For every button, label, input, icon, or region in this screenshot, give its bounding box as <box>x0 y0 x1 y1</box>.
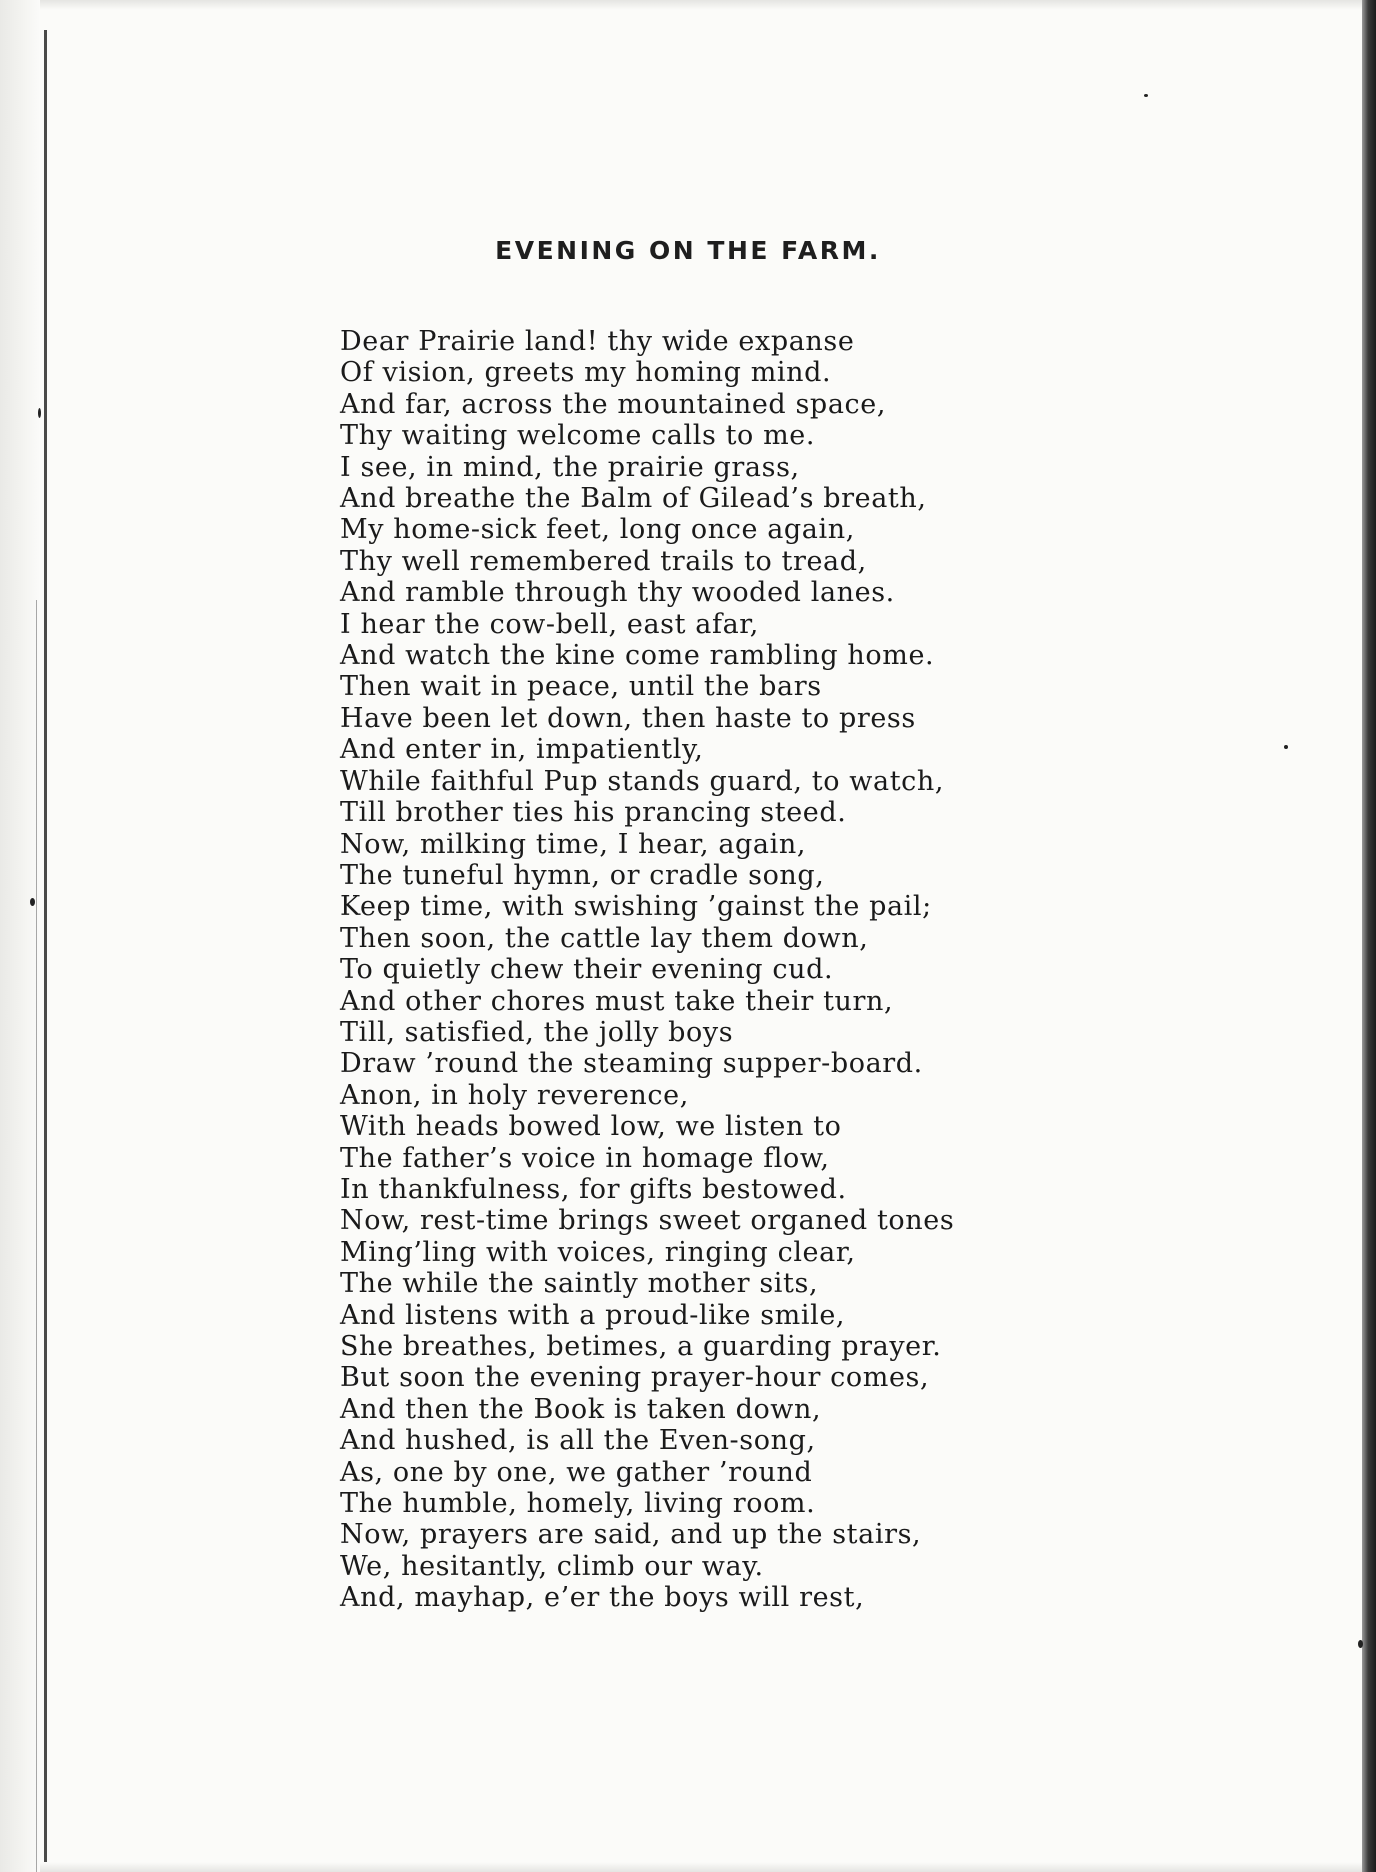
ink-speck <box>38 408 41 418</box>
poem-line: Ming’ling with voices, ringing clear, <box>340 1236 856 1268</box>
poem-line: The humble, homely, living room. <box>340 1488 816 1520</box>
poem-line: Now, rest-time brings sweet organed tones <box>340 1205 955 1237</box>
poem-line: The while the saintly mother sits, <box>340 1268 819 1300</box>
poem-line: Till, satisfied, the jolly boys <box>340 1016 734 1048</box>
page-right-edge <box>1362 0 1376 1872</box>
poem-line: Now, milking time, I hear, again, <box>340 828 807 860</box>
poem-line: While faithful Pup stands guard, to watch, <box>340 765 945 797</box>
ink-speck <box>1358 1640 1363 1648</box>
poem-line: Thy well remembered trails to tread, <box>340 545 867 577</box>
poem-line: And watch the kine come rambling home. <box>340 640 935 672</box>
poem-line: And then the Book is taken down, <box>340 1393 822 1425</box>
ink-speck <box>1144 94 1148 97</box>
poem-line: I hear the cow-bell, east afar, <box>340 608 759 640</box>
poem-title: EVENING ON THE FARM. <box>495 236 881 265</box>
poem-line: Keep time, with swishing ’gainst the pail; <box>340 891 932 923</box>
poem-line: Till brother ties his prancing steed. <box>340 797 847 829</box>
ink-speck <box>1284 745 1288 749</box>
poem-line: In thankfulness, for gifts bestowed. <box>340 1173 847 1205</box>
poem-line: And ramble through thy wooded lanes. <box>340 577 895 609</box>
poem-line: But soon the evening prayer-hour comes, <box>340 1362 930 1394</box>
page-bottom-edge <box>40 1862 1362 1872</box>
poem-line: With heads bowed low, we listen to <box>340 1111 842 1143</box>
ink-speck <box>30 898 35 906</box>
poem-line: My home-sick feet, long once again, <box>340 514 855 546</box>
poem-line: Anon, in holy reverence, <box>340 1079 689 1111</box>
poem-line: Then soon, the cattle lay them down, <box>340 922 869 954</box>
poem-line: And breathe the Balm of Gilead’s breath, <box>340 483 927 515</box>
poem-line: And listens with a proud-like smile, <box>340 1299 846 1331</box>
poem-line: And enter in, impatiently, <box>340 734 704 766</box>
poem-line: The father’s voice in homage flow, <box>340 1142 830 1174</box>
poem-line: I see, in mind, the prairie grass, <box>340 451 800 483</box>
poem-line: The tuneful hymn, or cradle song, <box>340 859 825 891</box>
poem-line: Have been let down, then haste to press <box>340 702 916 734</box>
poem-line: To quietly chew their evening cud. <box>340 954 834 986</box>
poem-line: Draw ’round the steaming supper-board. <box>340 1048 923 1080</box>
poem-line: Then wait in peace, until the bars <box>340 671 822 703</box>
poem-line: We, hesitantly, climb our way. <box>340 1550 764 1582</box>
poem-line: As, one by one, we gather ’round <box>340 1456 813 1488</box>
poem-line: And other chores must take their turn, <box>340 985 894 1017</box>
poem-line: And hushed, is all the Even-song, <box>340 1425 816 1457</box>
page-top-edge <box>40 0 1362 10</box>
poem-line: And far, across the mountained space, <box>340 388 886 420</box>
poem-line: Now, prayers are said, and up the stairs, <box>340 1519 922 1551</box>
poem-line: And, mayhap, e’er the boys will rest, <box>340 1582 865 1614</box>
binding-edge-line <box>44 30 47 1872</box>
binding-shadow-line <box>36 600 37 1872</box>
poem-line: Thy waiting welcome calls to me. <box>340 420 816 452</box>
poem-body <box>340 326 1040 1614</box>
poem-line: Dear Prairie land! thy wide expanse <box>340 326 855 357</box>
binding-gutter <box>0 0 40 1872</box>
poem-line: She breathes, betimes, a guarding prayer. <box>340 1331 942 1362</box>
poem-line: Of vision, greets my homing mind. <box>340 357 832 389</box>
